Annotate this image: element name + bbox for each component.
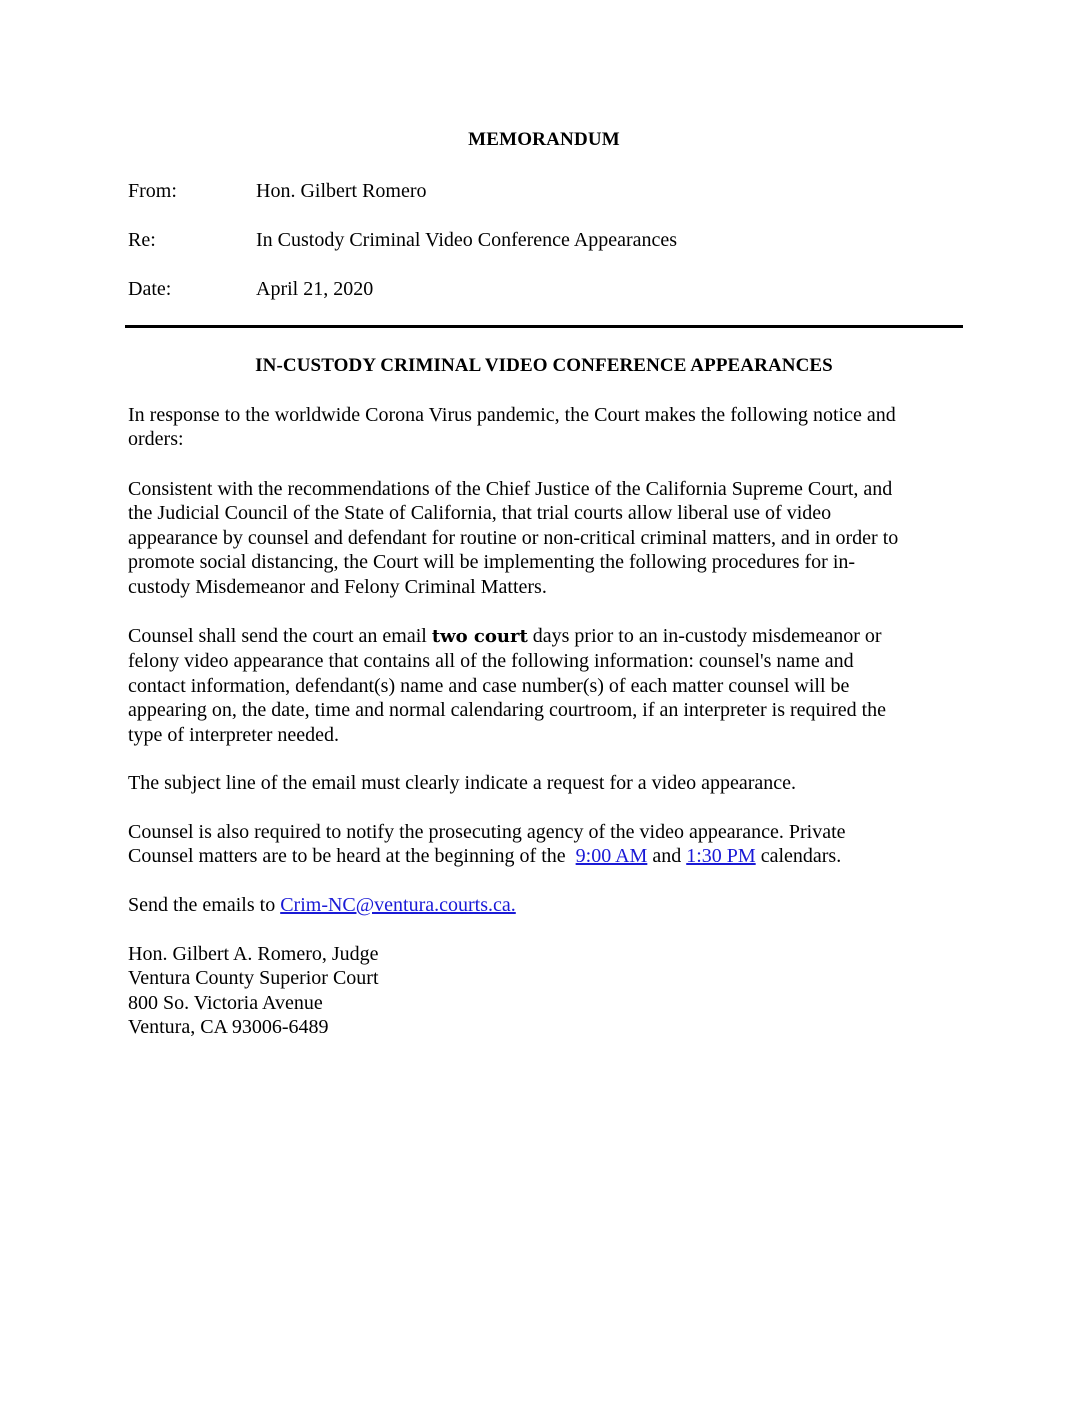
text-run: Send the emails to	[128, 894, 281, 916]
paragraph-line: Counsel is also required to notify the prosecuting agency of the video appearance. Private	[128, 821, 846, 843]
re-value: In Custody Criminal Video Conference Appearances	[256, 229, 678, 251]
text-run: days prior to an in-custody misdemeanor or	[527, 625, 882, 647]
link-130pm-calendar[interactable]: 1:30 PM	[686, 845, 756, 868]
paragraph-line: promote social distancing, the Court will be implementing the following procedures for in-	[128, 551, 856, 574]
header-divider	[125, 325, 963, 328]
paragraph-line: appearing on, the date, time and normal calendaring courtroom, if an interpreter is required the	[128, 699, 887, 722]
text-run: calendars.	[755, 845, 842, 868]
signature-court: Ventura County Superior Court	[128, 967, 379, 990]
paragraph-line: In response to the worldwide Corona Virus pandemic, the Court makes the following notice and	[128, 404, 896, 426]
paragraph-line: type of interpreter needed.	[128, 723, 340, 746]
memo-title: MEMORANDUM	[468, 129, 620, 150]
section-title: IN-CUSTODY CRIMINAL VIDEO CONFERENCE APPEARANCES	[255, 355, 833, 376]
paragraph-notify	[128, 820, 958, 869]
paragraph-line: felony video appearance that contains all of the following information: counsel's name and	[128, 650, 854, 673]
paragraph-send-emails	[128, 893, 958, 917]
re-label: Re:	[128, 229, 156, 251]
signature-name: Hon. Gilbert A. Romero, Judge	[128, 943, 379, 965]
text-run: and	[647, 845, 687, 868]
date-value: April 21, 2020	[256, 278, 374, 300]
date-label: Date:	[128, 278, 172, 300]
paragraph-line: contact information, defendant(s) name and case number(s) of each matter counsel will be	[128, 674, 850, 697]
signature-city: Ventura, CA 93006-6489	[128, 1016, 329, 1039]
from-value: Hon. Gilbert Romero	[256, 180, 427, 202]
header-re-row	[128, 228, 677, 252]
paragraph-line: custody Misdemeanor and Felony Criminal Matters.	[128, 575, 547, 598]
paragraph-line	[128, 844, 958, 868]
text-run: Counsel shall send the court an email	[128, 625, 432, 647]
header-from-row	[128, 179, 427, 203]
paragraph-line: Consistent with the recommendations of the Chief Justice of the California Supreme Court, and	[128, 478, 893, 500]
email-link[interactable]: Crim-NC@ventura.courts.ca.	[280, 894, 516, 916]
signature-block	[128, 942, 379, 1040]
paragraph-line: appearance by counsel and defendant for routine or non-critical criminal matters, and in order to	[128, 526, 899, 549]
paragraph-email-requirements	[128, 624, 958, 747]
paragraph-line	[128, 624, 958, 649]
paragraph-line: the Judicial Council of the State of California, that trial courts allow liberal use of video	[128, 502, 832, 525]
paragraph-line	[128, 893, 958, 917]
paragraph-consistent	[128, 477, 958, 599]
from-label: From:	[128, 180, 177, 202]
paragraph-subject-line	[128, 771, 958, 795]
link-9am-calendar[interactable]: 9:00 AM	[575, 845, 648, 868]
text-run: Counsel matters are to be heard at the beginning of the	[128, 845, 576, 868]
paragraph-line: orders:	[128, 428, 184, 451]
signature-street: 800 So. Victoria Avenue	[128, 991, 323, 1014]
paragraph-line: The subject line of the email must clearly indicate a request for a video appearance.	[128, 772, 797, 794]
bold-emphasis: two court	[431, 626, 528, 647]
header-date-row	[128, 277, 373, 301]
paragraph-intro	[128, 403, 958, 452]
